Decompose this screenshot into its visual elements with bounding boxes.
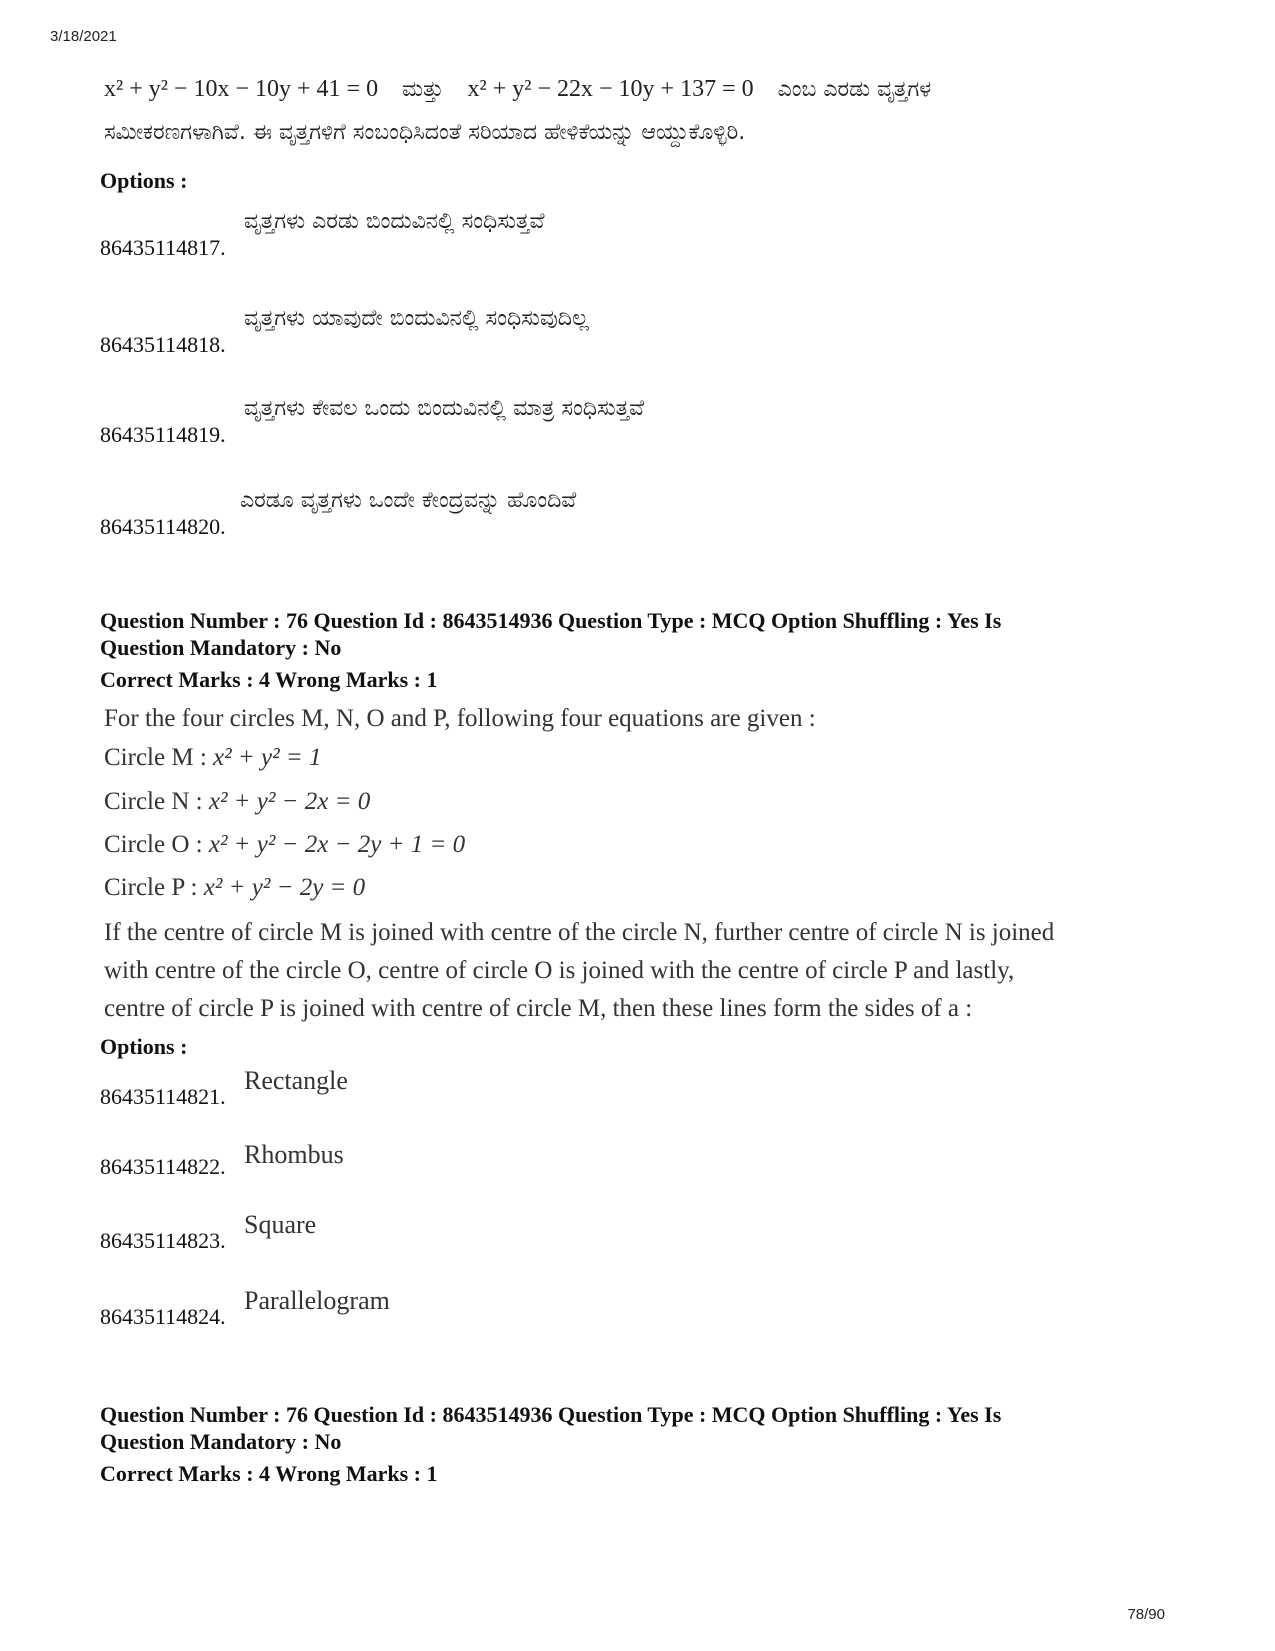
next-meta-line1: Question Number : 76 Question Id : 8643514936 Question Type : MCQ Option Shuffling : Yes Is	[100, 1402, 1002, 1427]
prev-equation-line	[104, 76, 931, 103]
circle-label: Circle P :	[104, 874, 198, 901]
q76-meta-line1: Question Number : 76 Question Id : 8643514936 Question Type : MCQ Option Shuffling : Yes Is	[100, 608, 1002, 633]
circle-o	[104, 831, 465, 859]
page-number: 78/90	[1127, 1606, 1165, 1623]
q76-marks: Correct Marks : 4 Wrong Marks : 1	[100, 667, 438, 692]
option-id: 86435114822.	[100, 1154, 226, 1179]
q76-option-square[interactable]	[100, 1210, 700, 1270]
option-id: 86435114819.	[100, 422, 226, 447]
q76-body-line1: If the centre of circle M is joined with centre of the circle N, further centre of circle N is joined	[104, 919, 1055, 946]
q76-option-parallelogram[interactable]	[100, 1286, 700, 1346]
option-id: 86435114820.	[100, 514, 226, 539]
q76-meta-line2: Question Mandatory : No	[100, 635, 342, 660]
option-text: ವೃತ್ತಗಳು ಕೇವಲ ಒಂದು ಬಿಂದುವಿನಲ್ಲಿ ಮಾತ್ರ ಸಂಧಿಸುತ್ತವೆ	[244, 396, 645, 421]
option-text: Rectangle	[244, 1066, 348, 1095]
option-id: 86435114817.	[100, 235, 226, 260]
circle-label: Circle N :	[104, 788, 203, 815]
circle-equation: x² + y² − 2y = 0	[203, 874, 366, 901]
prev-question-line2: ಸಮೀಕರಣಗಳಾಗಿವೆ. ಈ ವೃತ್ತಗಳಿಗೆ ಸಂಬಂಧಿಸಿದಂತೆ ಸರಿಯಾದ ಹೇಳಿಕೆಯನ್ನು ಆಯ್ದುಕೊಳ್ಳಿರಿ.	[104, 120, 746, 145]
circle-label: Circle O :	[104, 831, 203, 858]
q76-intro: For the four circles M, N, O and P, following four equations are given :	[104, 705, 816, 732]
print-date: 3/18/2021	[50, 28, 117, 45]
q76-option-rhombus[interactable]	[100, 1140, 700, 1200]
prev-options-label: Options :	[100, 168, 188, 193]
option-id: 86435114818.	[100, 332, 226, 357]
q76-body-line3: centre of circle P is joined with centre of circle M, then these lines form the sides of a :	[104, 995, 973, 1022]
circle-equation: x² + y² − 2x − 2y + 1 = 0	[208, 831, 466, 858]
q76-body-line2: with centre of the circle O, centre of circle O is joined with the centre of circle P and lastly,	[104, 957, 1015, 984]
q76-options-label: Options :	[100, 1034, 188, 1059]
next-marks: Correct Marks : 4 Wrong Marks : 1	[100, 1461, 438, 1486]
connector-text: ಮತ್ತು	[402, 77, 444, 102]
option-text: Rhombus	[244, 1140, 344, 1169]
next-meta-line2: Question Mandatory : No	[100, 1429, 342, 1454]
option-text: Square	[244, 1210, 317, 1239]
prev-option-4[interactable]	[100, 484, 1000, 544]
prev-option-1[interactable]	[100, 205, 1000, 265]
circle-m	[104, 744, 321, 772]
option-text: ಎರಡೂ ವೃತ್ತಗಳು ಒಂದೇ ಕೇಂದ್ರವನ್ನು ಹೊಂದಿವೆ	[240, 488, 577, 513]
option-text: ವೃತ್ತಗಳು ಯಾವುದೇ ಬಿಂದುವಿನಲ್ಲಿ ಸಂಧಿಸುವುದಿಲ್ಲ	[244, 306, 589, 331]
option-text: ವೃತ್ತಗಳು ಎರಡು ಬಿಂದುವಿನಲ್ಲಿ ಸಂಧಿಸುತ್ತವೆ	[244, 209, 545, 234]
circle-equation: x² + y² = 1	[213, 744, 322, 771]
q76-option-rectangle[interactable]	[100, 1066, 700, 1126]
option-id: 86435114823.	[100, 1228, 226, 1253]
line1-suffix: ಎಂಬ ಎರಡು ವೃತ್ತಗಳ	[777, 77, 932, 102]
option-id: 86435114821.	[100, 1084, 226, 1109]
option-text: Parallelogram	[244, 1286, 390, 1315]
circle-label: Circle M :	[104, 744, 207, 771]
prev-option-3[interactable]	[100, 392, 1000, 452]
circle-n	[104, 788, 370, 816]
circle-p	[104, 874, 365, 902]
option-id: 86435114824.	[100, 1304, 226, 1329]
equation-2: x² + y² − 22x − 10y + 137 = 0	[467, 76, 754, 102]
equation-1: x² + y² − 10x − 10y + 41 = 0	[104, 76, 379, 102]
prev-option-2[interactable]	[100, 302, 1000, 362]
circle-equation: x² + y² − 2x = 0	[208, 788, 371, 815]
